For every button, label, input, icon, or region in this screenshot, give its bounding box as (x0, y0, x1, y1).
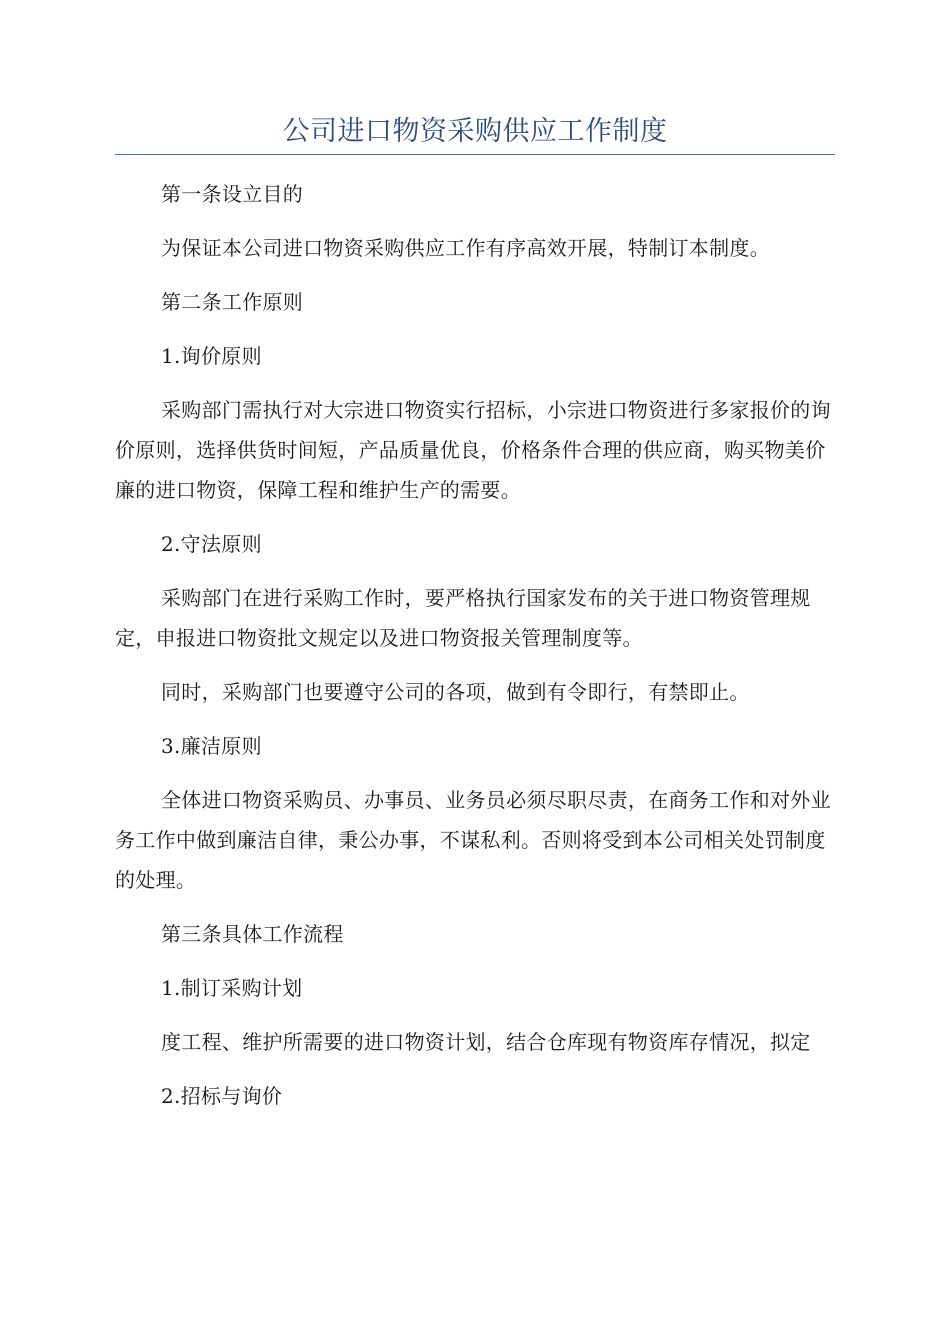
section-heading: 3.廉洁原则 (161, 734, 262, 758)
paragraph: 全体进口物资采购员、办事员、业务员必须尽职尽责，在商务工作和对外业务工作中做到廉洁自律，秉公办事，不谋私利。否则将受到本公司相关处罚制度的处理。 (115, 788, 831, 892)
article-heading: 第三条具体工作流程 (161, 922, 344, 946)
paragraph: 为保证本公司进口物资采购供应工作有序高效开展，特制订本制度。 (161, 236, 770, 260)
paragraph: 采购部门需执行对大宗进口物资实行招标，小宗进口物资进行多家报价的询价原则，选择供货时间短，产品质量优良，价格条件合理的供应商，购买物美价廉的进口物资，保障工程和维护生产的需要。 (115, 398, 831, 502)
document-body (115, 174, 835, 1116)
paragraph: 同时，采购部门也要遵守公司的各项，做到有令即行，有禁即止。 (161, 680, 750, 704)
section-heading: 2.守法原则 (161, 532, 262, 556)
section-heading: 1.制订采购计划 (161, 976, 303, 1000)
article-heading: 第一条设立目的 (161, 182, 304, 206)
document-title: 公司进口物资采购供应工作制度 (282, 116, 668, 147)
paragraph: 采购部门在进行采购工作时，要严格执行国家发布的关于进口物资管理规定，申报进口物资批文规定以及进口物资报关管理制度等。 (115, 586, 811, 650)
paragraph: 度工程、维护所需要的进口物资计划，结合仓库现有物资库存情况，拟定 (161, 1030, 811, 1054)
section-heading: 2.招标与询价 (161, 1084, 283, 1108)
section-heading: 1.询价原则 (161, 344, 262, 368)
article-heading: 第二条工作原则 (161, 290, 304, 314)
title-underline (115, 154, 835, 155)
